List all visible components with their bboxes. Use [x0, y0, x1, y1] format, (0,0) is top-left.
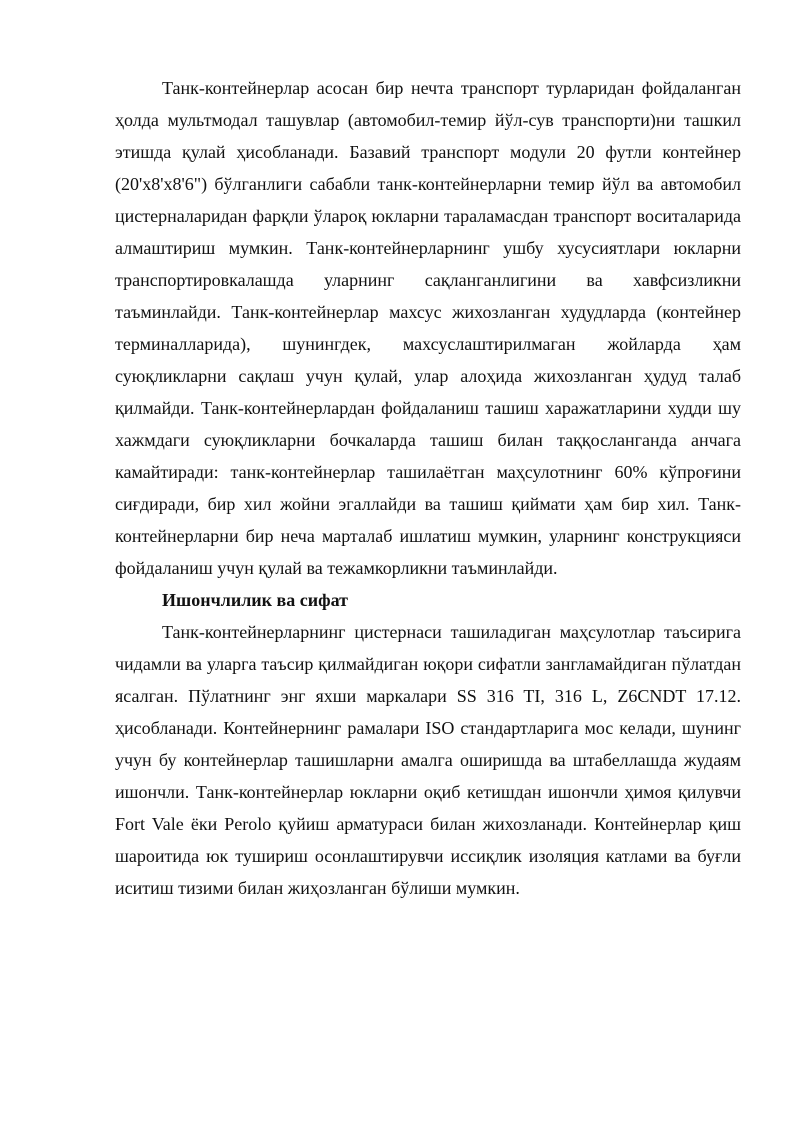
section-heading: Ишончлилик ва сифат: [162, 590, 348, 610]
body-paragraph: Танк-контейнерлар асосан бир нечта транспорт турларидан фойдаланган ҳолда мультмодал ташувлар (автомобил-темир йўл-сув транспорти)ни ташкил этишда қулай ҳисобланади. Базавий транспорт модули 20 футли контейнер (20'х8'х8'6") бўлганлиги сабабли танк-контейнерларни темир йўл ва автомобил цистерналаридан фарқли ўлароқ юкларни тараламасдан транспорт воситаларида алмаштириш мумкин. Танк-контейнерларнинг ушбу хусусиятлари юкларни транспортировкалашда уларнинг сақланганлигини ва хавфсизликни таъминлайди. Танк-контейнерлар махсус жихозланган худудларда (контейнер терминалларида), шунингдек, махсуслаштирилмаган жойларда ҳам суюқликларни сақлаш учун қулай, улар алоҳида жихозланган ҳудуд талаб қилмайди. Танк-контейнерлардан фойдаланиш ташиш харажатларини худди шу хажмдаги суюқликларни бочкаларда ташиш билан таққосланганда анчага камайтиради: танк-контейнерлар ташилаётган маҳсулотнинг 60% кўпроғини сиғдиради, бир хил жойни эгаллайди ва ташиш қиймати ҳам бир хил. Танк-контейнерларни бир неча марталаб ишлатиш мумкин, уларнинг конструкцияси фойдаланиш учун қулай ва тежамкорликни таъминлайди.: [115, 78, 741, 578]
document-page: [115, 72, 741, 904]
body-paragraph: Танк-контейнерларнинг цистернаси ташиладиган маҳсулотлар таъсирига чидамли ва уларга таъсир қилмайдиган юқори сифатли зангламайдиган пўлатдан ясалган. Пўлатнинг энг яхши маркалари SS 316 TI, 316 L, Z6CNDT 17.12. ҳисобланади. Контейнернинг рамалари ISO стандартларига мос келади, шунинг учун бу контейнерлар ташишларни амалга оширишда ва штабеллашда жудаям ишончли. Танк-контейнерлар юкларни оқиб кетишдан ишончли ҳимоя қилувчи Fort Vale ёки Perolo қуйиш арматураси билан жихозланади. Контейнерлар қиш шароитида юк тушириш осонлаштирувчи иссиқлик изоляция катлами ва буғли иситиш тизими билан жиҳозланган бўлиши мумкин.: [115, 622, 741, 898]
